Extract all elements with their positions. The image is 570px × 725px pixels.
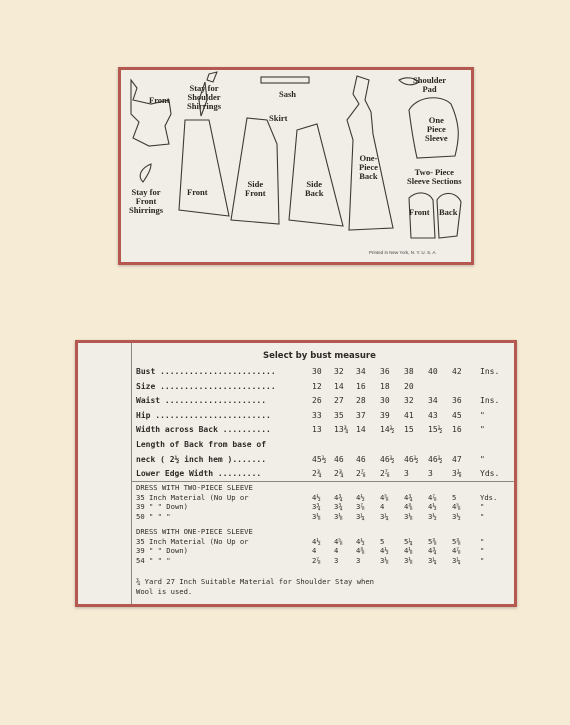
- row-3-value-4: 41: [404, 410, 414, 420]
- row-2-value-4: 32: [404, 396, 414, 406]
- row-4-value-3: 14½: [380, 425, 395, 435]
- label-one-piece-back: One- Piece Back: [359, 153, 378, 181]
- row-0-value-1: 32: [334, 367, 344, 376]
- row-label-2: Waist .....................: [136, 396, 267, 406]
- row-6-value-2: 46: [356, 454, 366, 464]
- row-6-value-5: 46½: [428, 454, 443, 464]
- one_piece-row-1-value-1: 4: [334, 546, 339, 556]
- two_piece-row-0-value-0: 4½: [312, 493, 321, 502]
- row-1-value-2: 16: [356, 381, 366, 391]
- two_piece-row-0-value-6: 5: [452, 493, 457, 502]
- row-2-value-2: 28: [356, 396, 366, 406]
- row-label-3: Hip ........................: [136, 410, 271, 420]
- one_piece-row-2-value-2: 3: [356, 555, 361, 565]
- label-stay-shoulder: Stay for Shoulder Shirrings: [187, 83, 222, 111]
- label-front-top: Front: [149, 95, 170, 105]
- one_piece-row-0-value-6: 5⅜: [452, 537, 461, 546]
- two_piece-row-0-value-4: 4¾: [404, 493, 413, 502]
- one_piece-row-1-value-4: 4⅛: [404, 546, 413, 556]
- two_piece-row-2-value-1: 3⅛: [334, 511, 343, 521]
- two_piece-heading: DRESS WITH TWO-PIECE SLEEVE: [136, 483, 253, 492]
- label-side-back: Side Back: [305, 179, 324, 198]
- left-margin-rule: [131, 343, 132, 607]
- two_piece-row-1-value-2: 3⅞: [356, 502, 365, 512]
- two_piece-row-2-unit: ": [480, 511, 485, 521]
- row-0-value-6: 42: [452, 367, 462, 376]
- two_piece-row-0-value-1: 4¾: [334, 493, 343, 502]
- row-6-unit: ": [480, 454, 485, 464]
- two_piece-row-label-2: 50 " " ": [136, 511, 171, 521]
- row-0-value-2: 34: [356, 367, 366, 376]
- row-1-value-3: 18: [380, 381, 390, 391]
- label-sleeve-back: Back: [439, 207, 458, 217]
- two_piece-row-1-unit: ": [480, 502, 485, 512]
- row-label-0: Bust ........................: [136, 367, 276, 376]
- one_piece-row-2-value-5: 3¼: [428, 555, 437, 565]
- one_piece-row-2-value-1: 3: [334, 555, 339, 565]
- two_piece-row-2-value-0: 3⅛: [312, 511, 321, 521]
- row-6-value-1: 46: [334, 454, 344, 464]
- row-2-value-0: 26: [312, 396, 322, 406]
- row-label-5: Length of Back from base of: [136, 440, 267, 449]
- row-label-1: Size ........................: [136, 381, 276, 391]
- row-3-unit: ": [480, 410, 485, 420]
- row-7-value-0: 2¾: [312, 469, 322, 479]
- row-7-value-4: 3: [404, 469, 409, 479]
- one_piece-row-label-1: 39 " " Down): [136, 546, 188, 556]
- front-stay-piece: [140, 164, 151, 182]
- one_piece-row-1-value-6: 4⅞: [452, 546, 461, 556]
- row-1-value-4: 20: [404, 381, 414, 391]
- row-3-value-0: 33: [312, 410, 322, 420]
- two_piece-row-1-value-5: 4½: [428, 502, 437, 512]
- row-6-value-0: 45½: [312, 454, 327, 464]
- row-1-value-0: 12: [312, 381, 322, 391]
- two_piece-row-0-value-5: 4⅞: [428, 493, 437, 502]
- row-0-value-4: 38: [404, 367, 414, 376]
- row-6-value-6: 47: [452, 454, 462, 464]
- row-4-value-2: 14: [356, 425, 366, 435]
- printer-imprint: Printed in New York, N. Y. U. S. A.: [369, 250, 437, 255]
- label-one-piece-sleeve: One Piece Sleeve: [425, 115, 448, 143]
- row-3-value-3: 39: [380, 410, 390, 420]
- one_piece-row-0-value-3: 5: [380, 537, 385, 546]
- two_piece-row-2-value-4: 3⅛: [404, 511, 413, 521]
- skirt-front-piece: [179, 120, 229, 216]
- label-side-front: Side Front: [245, 179, 266, 198]
- one_piece-row-1-value-0: 4: [312, 546, 317, 556]
- row-6-value-3: 46½: [380, 454, 395, 464]
- row-3-value-1: 35: [334, 410, 344, 420]
- one_piece-row-1-value-3: 4½: [380, 546, 389, 556]
- one_piece-row-1-value-5: 4¾: [428, 546, 437, 556]
- row-7-unit: Yds.: [480, 469, 500, 479]
- row-2-value-1: 27: [334, 396, 344, 406]
- row-7-value-5: 3: [428, 469, 433, 479]
- label-sash: Sash: [279, 89, 297, 99]
- row-label-6: neck ( 2½ inch hem ).......: [136, 454, 267, 464]
- pattern-pieces-card: [118, 67, 474, 265]
- side-front-piece: [231, 118, 279, 224]
- one_piece-row-2-value-6: 3¼: [452, 555, 461, 565]
- two_piece-row-2-value-2: 3¼: [356, 511, 365, 521]
- row-7-value-3: 2⅞: [380, 469, 390, 479]
- label-stay-front: Stay for Front Shirrings: [129, 187, 164, 215]
- one_piece-row-2-unit: ": [480, 555, 485, 565]
- row-4-value-4: 15: [404, 425, 414, 435]
- two_piece-row-label-0: 35 Inch Material (No Up or: [136, 493, 249, 502]
- row-7-value-6: 3⅛: [452, 469, 462, 479]
- row-0-value-3: 36: [380, 367, 390, 376]
- row-4-value-0: 13: [312, 425, 322, 435]
- front-bodice-piece: [131, 80, 171, 146]
- row-0-value-0: 30: [312, 367, 322, 376]
- one_piece-row-2-value-4: 3⅛: [404, 555, 413, 565]
- row-2-value-6: 36: [452, 396, 462, 406]
- two_piece-row-1-value-4: 4⅜: [404, 502, 413, 512]
- measurement-chart-card: [75, 340, 517, 607]
- two_piece-row-label-1: 39 " " Down): [136, 502, 188, 512]
- two_piece-row-1-value-3: 4: [380, 502, 385, 512]
- two_piece-row-0-unit: Yds.: [480, 493, 498, 502]
- one_piece-row-0-value-5: 5⅜: [428, 537, 437, 546]
- row-1-value-1: 14: [334, 381, 344, 391]
- page-number: 10 D: [296, 603, 313, 607]
- one_piece-row-label-0: 35 Inch Material (No Up or: [136, 537, 249, 546]
- footnote-line-1: ¾ Yard 27 Inch Suitable Material for Shoulder Stay when: [136, 577, 374, 586]
- one_piece-row-0-value-0: 4½: [312, 537, 321, 546]
- row-2-value-5: 34: [428, 396, 438, 406]
- two_piece-row-0-value-3: 4⅝: [380, 493, 389, 502]
- two_piece-row-2-value-6: 3½: [452, 511, 461, 521]
- one_piece-row-0-unit: ": [480, 537, 485, 546]
- two_piece-row-2-value-5: 3½: [428, 511, 437, 521]
- row-7-value-2: 2⅞: [356, 469, 366, 479]
- label-shoulder-pad: Shoulder Pad: [413, 75, 447, 94]
- label-front: Front: [187, 187, 208, 197]
- one_piece-row-1-value-2: 4⅜: [356, 546, 365, 556]
- label-sleeve-front: Front: [409, 207, 430, 217]
- one_piece-row-0-value-2: 4½: [356, 537, 365, 546]
- label-skirt: Skirt: [269, 113, 288, 123]
- row-0-value-5: 40: [428, 367, 438, 376]
- row-label-4: Width across Back ..........: [136, 425, 271, 435]
- sash-piece: [261, 77, 309, 83]
- row-4-value-1: 13¾: [334, 425, 349, 435]
- one_piece-row-1-unit: ": [480, 546, 485, 556]
- side-back-piece: [289, 124, 343, 226]
- row-0-unit: Ins.: [480, 367, 500, 376]
- row-4-value-5: 15½: [428, 425, 443, 435]
- row-7-value-1: 2¾: [334, 469, 344, 479]
- one_piece-row-0-value-1: 4⅝: [334, 537, 343, 546]
- one_piece-row-0-value-4: 5¼: [404, 537, 413, 546]
- one_piece-row-2-value-3: 3⅛: [380, 555, 389, 565]
- row-3-value-6: 45: [452, 410, 462, 420]
- section-divider: [131, 481, 517, 482]
- row-2-unit: Ins.: [480, 396, 500, 406]
- one_piece-heading: DRESS WITH ONE-PIECE SLEEVE: [136, 527, 253, 536]
- row-4-unit: ": [480, 425, 485, 435]
- label-two-piece-sleeve: Two- Piece Sleeve Sections: [407, 167, 462, 186]
- one_piece-row-label-2: 54 " " ": [136, 555, 171, 565]
- two_piece-row-1-value-6: 4⅝: [452, 502, 461, 512]
- two_piece-row-2-value-3: 3¼: [380, 511, 389, 521]
- footnote-line-2: Wool is used.: [136, 587, 193, 596]
- row-6-value-4: 46½: [404, 454, 419, 464]
- row-2-value-3: 30: [380, 396, 390, 406]
- two_piece-row-0-value-2: 4½: [356, 493, 365, 502]
- row-label-7: Lower Edge Width .........: [136, 469, 262, 479]
- row-3-value-5: 43: [428, 410, 438, 420]
- two_piece-row-1-value-1: 3¾: [334, 502, 343, 512]
- row-4-value-6: 16: [452, 425, 462, 435]
- row-3-value-2: 37: [356, 410, 366, 420]
- chart-title: Select by bust measure: [263, 351, 376, 361]
- one_piece-row-2-value-0: 2⅞: [312, 555, 321, 565]
- two_piece-row-1-value-0: 3¾: [312, 502, 321, 512]
